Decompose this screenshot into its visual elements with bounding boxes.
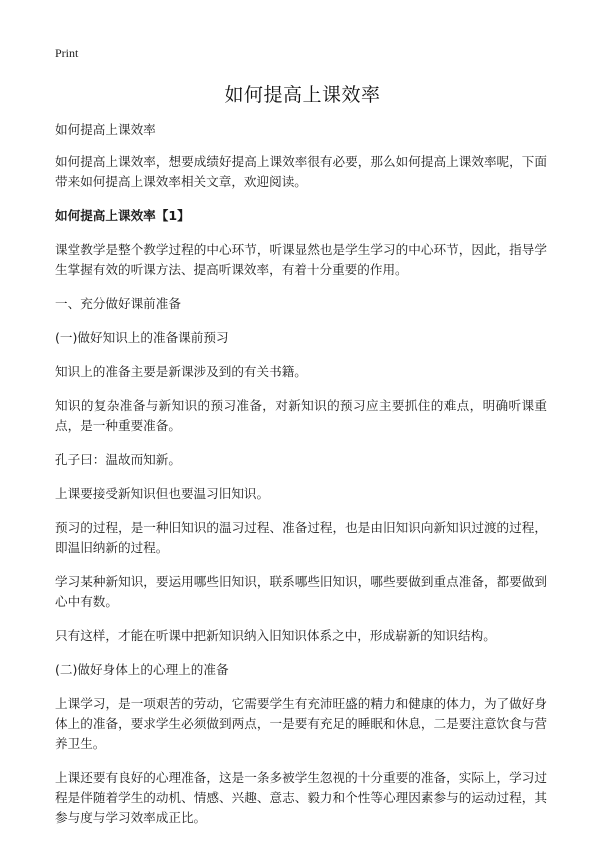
page-title: 如何提高上课效率	[224, 84, 381, 106]
subsection-heading: (一)做好知识上的准备课前预习	[55, 330, 229, 345]
paragraph: 课堂教学是整个教学过程的中心环节，听课显然也是学生学习的中心环节，因此，指导学生掌握有效的听课方法、提高听课效率，有着十分重要的作用。	[55, 242, 547, 277]
article-body	[55, 120, 547, 842]
section-heading: 如何提高上课效率【1】	[55, 208, 190, 223]
paragraph: 孔子曰：温故而知新。	[55, 452, 181, 467]
paragraph: 预习的过程，是一种旧知识的温习过程、准备过程，也是由旧知识向新知识过渡的过程，即温旧纳新的过程。	[55, 520, 547, 555]
paragraph: 上课要接受新知识但也要温习旧知识。	[55, 486, 270, 501]
paragraph: 只有这样，才能在听课中把新知识纳入旧知识体系之中，形成崭新的知识结构。	[55, 628, 496, 643]
subsection-heading: 一、充分做好课前准备	[55, 296, 181, 311]
paragraph-subtitle: 如何提高上课效率	[55, 122, 156, 137]
subsection-heading: (二)做好身体上的心理上的准备	[55, 662, 229, 677]
paragraph: 上课学习，是一项艰苦的劳动，它需要学生有充沛旺盛的精力和健康的体力，为了做好身体上的准备，要求学生必须做到两点，一是要有充足的睡眠和休息，二是要注意饮食与营养卫生。	[55, 696, 547, 751]
paragraph: 上课还要有良好的心理准备，这是一条多被学生忽视的十分重要的准备，实际上，学习过程是伴随着学生的动机、情感、兴趣、意志、毅力和个性等心理因素参与的运动过程，其参与度与学习效率成正比。	[55, 770, 547, 825]
print-label[interactable]: Print	[55, 46, 79, 60]
paragraph-intro: 如何提高上课效率，想要成绩好提高上课效率很有必要，那么如何提高上课效率呢，下面带来如何提高上课效率相关文章，欢迎阅读。	[55, 154, 547, 189]
paragraph: 知识的复杂准备与新知识的预习准备，对新知识的预习应主要抓住的难点，明确听课重点，是一种重要准备。	[55, 398, 547, 433]
paragraph: 知识上的准备主要是新课涉及到的有关书籍。	[55, 364, 307, 379]
paragraph: 学习某种新知识，要运用哪些旧知识，联系哪些旧知识，哪些要做到重点准备，都要做到心中有数。	[55, 574, 547, 609]
